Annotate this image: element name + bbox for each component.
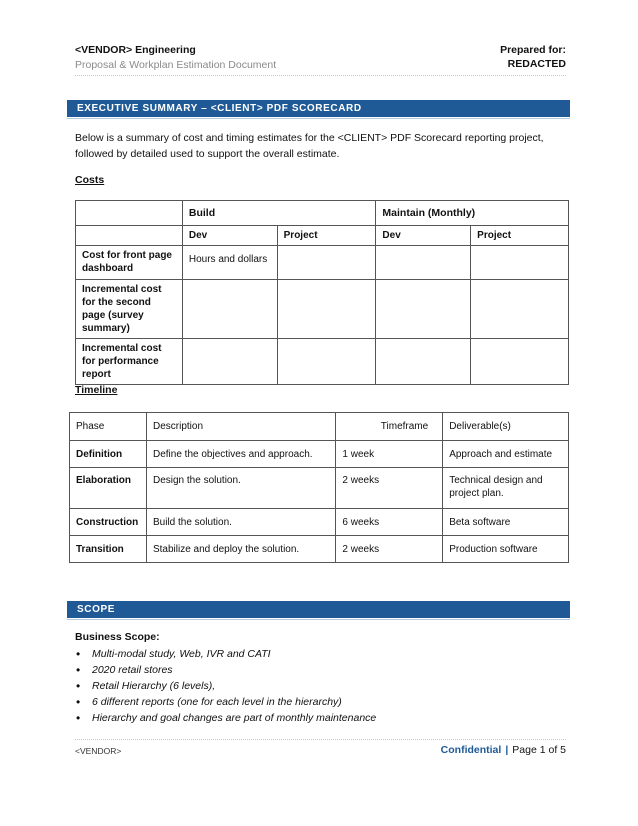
timeframe-header: Timeframe — [336, 413, 443, 441]
table-row — [70, 509, 569, 536]
scope-band: SCOPE — [67, 601, 570, 618]
footer-divider — [75, 739, 566, 740]
cost-cell — [277, 280, 376, 339]
description-cell: Build the solution. — [146, 509, 335, 536]
footer-separator: | — [505, 744, 509, 756]
header-right — [500, 43, 566, 71]
cost-cell — [376, 246, 471, 280]
cost-row-label: Cost for front page dashboard — [76, 246, 183, 280]
timeframe-cell: 1 week — [336, 441, 443, 468]
page-number: Page 1 of 5 — [512, 744, 566, 756]
costs-header-row — [76, 201, 569, 226]
phase-cell: Definition — [70, 441, 147, 468]
header-title: <VENDOR> Engineering — [75, 44, 196, 56]
exec-band-underline — [67, 118, 570, 119]
cost-row-label: Incremental cost for performance report — [76, 339, 183, 385]
prepared-for-label: Prepared for: — [500, 44, 566, 56]
list-item: • 6 different reports (one for each level in the hierarchy) — [75, 694, 376, 710]
deliverable-cell: Production software — [443, 536, 569, 563]
exec-intro-line-2: followed by detailed used to support the overall estimate. — [75, 148, 340, 160]
list-item: • Multi-modal study, Web, IVR and CATI — [75, 646, 376, 662]
table-row — [70, 468, 569, 509]
exec-intro-line-1: Below is a summary of cost and timing estimates for the <CLIENT> PDF Scorecard reporting project, — [75, 132, 544, 144]
description-cell: Stabilize and deploy the solution. — [146, 536, 335, 563]
costs-subheader-row — [76, 226, 569, 246]
business-scope-heading: Business Scope: — [75, 631, 160, 643]
deliverable-cell: Technical design and project plan. — [443, 468, 569, 509]
scope-band-underline — [67, 619, 570, 620]
build-header: Build — [182, 201, 376, 226]
description-header: Description — [146, 413, 335, 441]
prepared-for-value: REDACTED — [507, 58, 566, 70]
timeline-header-row — [70, 413, 569, 441]
phase-cell: Construction — [70, 509, 147, 536]
cost-row-label: Incremental cost for the second page (survey summary) — [76, 280, 183, 339]
cost-cell — [471, 280, 569, 339]
timeframe-cell: 2 weeks — [336, 536, 443, 563]
deliverables-header: Deliverable(s) — [443, 413, 569, 441]
list-item: • Hierarchy and goal changes are part of monthly maintenance — [75, 710, 376, 726]
costs-label: Costs — [75, 174, 105, 186]
timeline-table — [69, 412, 569, 563]
footer-vendor: <VENDOR> — [75, 746, 122, 756]
cost-cell — [182, 339, 277, 385]
phase-cell: Transition — [70, 536, 147, 563]
timeframe-cell: 2 weeks — [336, 468, 443, 509]
footer-right — [441, 744, 566, 756]
confidential-label: Confidential — [440, 744, 502, 756]
deliverable-cell: Approach and estimate — [443, 441, 569, 468]
build-project-header: Project — [277, 226, 376, 246]
header-left — [75, 43, 276, 72]
phase-cell: Elaboration — [70, 468, 147, 509]
description-cell: Define the objectives and approach. — [146, 441, 335, 468]
table-row — [76, 280, 569, 339]
costs-table — [75, 200, 569, 385]
deliverable-cell: Beta software — [443, 509, 569, 536]
cost-cell — [376, 280, 471, 339]
page-header — [75, 43, 566, 75]
cost-cell — [376, 339, 471, 385]
maintain-header: Maintain (Monthly) — [376, 201, 569, 226]
exec-intro — [75, 130, 566, 162]
exec-summary-band: EXECUTIVE SUMMARY – <CLIENT> PDF SCORECARD — [67, 100, 570, 117]
maintain-project-header: Project — [471, 226, 569, 246]
table-row — [76, 339, 569, 385]
list-item: • 2020 retail stores — [75, 662, 376, 678]
timeline-label: Timeline — [75, 384, 118, 396]
cost-cell — [471, 246, 569, 280]
scope-bullet-list — [75, 646, 376, 726]
table-row — [70, 536, 569, 563]
phase-header: Phase — [70, 413, 147, 441]
timeframe-cell: 6 weeks — [336, 509, 443, 536]
costs-sub-corner — [76, 226, 183, 246]
header-divider — [75, 75, 566, 76]
build-dev-header: Dev — [182, 226, 277, 246]
cost-cell — [182, 280, 277, 339]
cost-cell — [471, 339, 569, 385]
list-item: • Retail Hierarchy (6 levels), — [75, 678, 376, 694]
costs-corner-cell — [76, 201, 183, 226]
table-row — [70, 441, 569, 468]
cost-build-dev-cell: Hours and dollars — [182, 246, 277, 280]
maintain-dev-header: Dev — [376, 226, 471, 246]
cost-cell — [277, 339, 376, 385]
header-subtitle: Proposal & Workplan Estimation Document — [75, 59, 277, 71]
cost-cell — [277, 246, 376, 280]
table-row — [76, 246, 569, 280]
description-cell: Design the solution. — [146, 468, 335, 509]
